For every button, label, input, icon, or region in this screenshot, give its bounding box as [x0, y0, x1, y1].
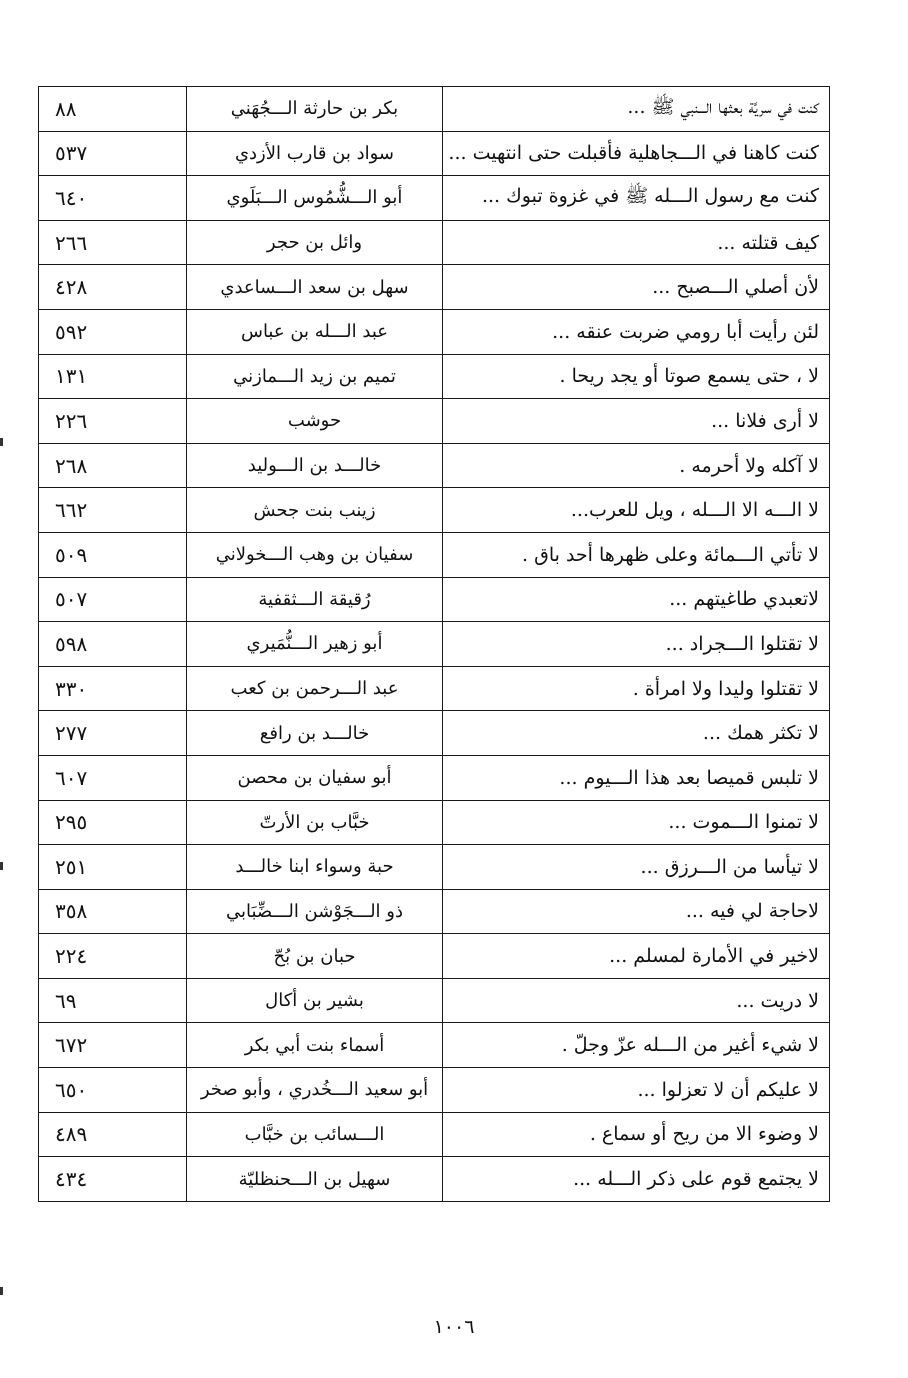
page-reference: ٥٩٨ — [39, 622, 187, 667]
page-reference: ٢٦٦ — [39, 220, 187, 265]
table-row — [39, 131, 830, 176]
hadith-text: لا شيء أغير من الـــله عزّ وجلّ . — [443, 1023, 830, 1068]
hadith-index-table — [38, 86, 830, 1202]
hadith-text: لا آكله ولا أحرمه . — [443, 443, 830, 488]
narrator-name: سهيل بن الـــحنظليّة — [187, 1157, 443, 1202]
table-row — [39, 711, 830, 756]
hadith-text: لاحاجة لي فيه ... — [443, 889, 830, 934]
scan-edge-mark — [0, 438, 3, 446]
hadith-text: كيف قتلته ... — [443, 220, 830, 265]
hadith-text: لا عليكم أن لا تعزلوا ... — [443, 1068, 830, 1113]
table-row — [39, 1068, 830, 1113]
table-row — [39, 220, 830, 265]
table-row — [39, 443, 830, 488]
narrator-name: خبَّاب بن الأرتّ — [187, 800, 443, 845]
page-reference: ٤٢٨ — [39, 265, 187, 310]
hadith-text: لا تأتي الـــمائة وعلى ظهرها أحد باق . — [443, 532, 830, 577]
narrator-name: عبد الـــرحمن بن كعب — [187, 666, 443, 711]
page-reference: ٦٩ — [39, 978, 187, 1023]
table-row — [39, 978, 830, 1023]
narrator-name: بكر بن حارثة الـــجُهَني — [187, 87, 443, 132]
narrator-name: رُقيقة الـــثقفية — [187, 577, 443, 622]
narrator-name: ذو الـــجَوْشن الـــضِّبَابي — [187, 889, 443, 934]
page-reference: ٨٨ — [39, 87, 187, 132]
table-row — [39, 87, 830, 132]
hadith-text: لا دريت ... — [443, 978, 830, 1023]
scan-edge-mark — [0, 862, 3, 870]
narrator-name: خالـــد بن الـــوليد — [187, 443, 443, 488]
hadith-text: كنت في سريَّة بعثها الـــنبي ﷺ ... — [443, 87, 830, 132]
table-row — [39, 666, 830, 711]
table-row — [39, 1112, 830, 1157]
table-row — [39, 889, 830, 934]
narrator-name: سهل بن سعد الـــساعدي — [187, 265, 443, 310]
narrator-name: سفيان بن وهب الـــخولاني — [187, 532, 443, 577]
hadith-text: لا تكثر همك ... — [443, 711, 830, 756]
page-reference: ٢٥١ — [39, 845, 187, 890]
page-reference: ٢٧٧ — [39, 711, 187, 756]
table-body — [39, 87, 830, 1202]
page-reference: ٥٩٢ — [39, 309, 187, 354]
hadith-text: لا تقتلوا وليدا ولا امرأة . — [443, 666, 830, 711]
narrator-name: عبد الـــله بن عباس — [187, 309, 443, 354]
table-row — [39, 399, 830, 444]
hadith-text: لئن رأيت أبا رومي ضربت عنقه ... — [443, 309, 830, 354]
scan-edge-mark — [0, 1287, 3, 1295]
table-row — [39, 1023, 830, 1068]
table-row — [39, 622, 830, 667]
hadith-text: لا يجتمع قوم على ذكر الـــله ... — [443, 1157, 830, 1202]
hadith-text: لا وضوء الا من ريح أو سماع . — [443, 1112, 830, 1157]
narrator-name: وائل بن حجر — [187, 220, 443, 265]
page-reference: ١٣١ — [39, 354, 187, 399]
hadith-text: لاتعبدي طاغيتهم ... — [443, 577, 830, 622]
page-reference: ٥٠٩ — [39, 532, 187, 577]
page-reference: ٤٨٩ — [39, 1112, 187, 1157]
page-reference: ٦٧٢ — [39, 1023, 187, 1068]
table-row — [39, 354, 830, 399]
table-row — [39, 755, 830, 800]
narrator-name: أبو زهير الـــنُّمَيري — [187, 622, 443, 667]
page-reference: ٢٢٦ — [39, 399, 187, 444]
narrator-name: تميم بن زيد الـــمازني — [187, 354, 443, 399]
page-reference: ٥٣٧ — [39, 131, 187, 176]
page-reference: ٦٤٠ — [39, 176, 187, 221]
page-reference: ٦٥٠ — [39, 1068, 187, 1113]
hadith-text: لا تيأسا من الـــرزق ... — [443, 845, 830, 890]
table-row — [39, 176, 830, 221]
narrator-name: حبة وسواء ابنا خالـــد — [187, 845, 443, 890]
hadith-text: لا تلبس قميصا بعد هذا الـــيوم ... — [443, 755, 830, 800]
hadith-text: لا أرى فلانا ... — [443, 399, 830, 444]
narrator-name: سواد بن قارب الأزدي — [187, 131, 443, 176]
hadith-text: كنت مع رسول الـــله ﷺ في غزوة تبوك ... — [443, 176, 830, 221]
table-row — [39, 577, 830, 622]
page-reference: ٣٥٨ — [39, 889, 187, 934]
narrator-name: بشير بن أكال — [187, 978, 443, 1023]
page-reference: ٦٦٢ — [39, 488, 187, 533]
page-reference: ٢٢٤ — [39, 934, 187, 979]
hadith-text: لا الـــه الا الـــله ، ويل للعرب... — [443, 488, 830, 533]
narrator-name: حبان بن بُحّ — [187, 934, 443, 979]
table-row — [39, 845, 830, 890]
page-reference: ٢٦٨ — [39, 443, 187, 488]
hadith-text: لأن أصلي الـــصبح ... — [443, 265, 830, 310]
narrator-name: أبو سعيد الـــخُدري ، وأبو صخر — [187, 1068, 443, 1113]
narrator-name: حوشب — [187, 399, 443, 444]
page-reference: ٤٣٤ — [39, 1157, 187, 1202]
narrator-name: الـــسائب بن خبَّاب — [187, 1112, 443, 1157]
page-number: ١٠٠٦ — [433, 1316, 475, 1338]
hadith-text: لاخير في الأمارة لمسلم ... — [443, 934, 830, 979]
table-row — [39, 265, 830, 310]
page-reference: ٣٣٠ — [39, 666, 187, 711]
narrator-name: أبو الـــشُّمُوس الـــبَلَوي — [187, 176, 443, 221]
hadith-text: لا ، حتى يسمع صوتا أو يجد ريحا . — [443, 354, 830, 399]
narrator-name: أسماء بنت أبي بكر — [187, 1023, 443, 1068]
table-row — [39, 488, 830, 533]
narrator-name: زينب بنت جحش — [187, 488, 443, 533]
page-reference: ٦٠٧ — [39, 755, 187, 800]
table-row — [39, 309, 830, 354]
table-row — [39, 800, 830, 845]
hadith-text: لا تقتلوا الـــجراد ... — [443, 622, 830, 667]
narrator-name: أبو سفيان بن محصن — [187, 755, 443, 800]
table-row — [39, 532, 830, 577]
table-row — [39, 1157, 830, 1202]
hadith-text: كنت كاهنا في الـــجاهلية فأقبلت حتى انتهيت ... — [443, 131, 830, 176]
narrator-name: خالـــد بن رافع — [187, 711, 443, 756]
page-reference: ٥٠٧ — [39, 577, 187, 622]
table-row — [39, 934, 830, 979]
hadith-text: لا تمنوا الـــموت ... — [443, 800, 830, 845]
page-reference: ٢٩٥ — [39, 800, 187, 845]
